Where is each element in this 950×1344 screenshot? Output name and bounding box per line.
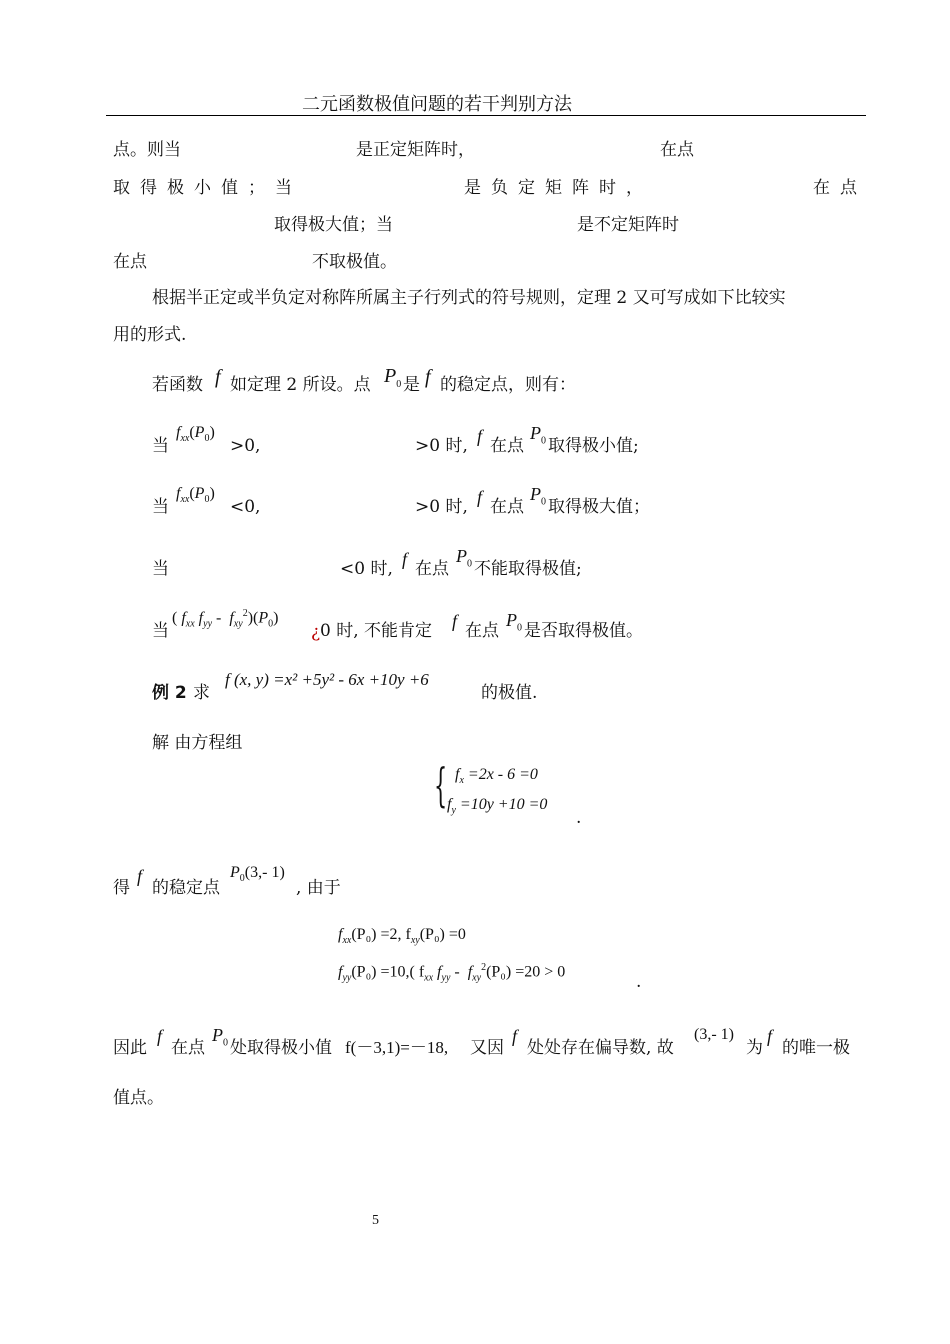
get-text-c: , 由于 xyxy=(296,878,341,898)
system-brace: { xyxy=(434,758,448,812)
example-ask: 求 xyxy=(193,683,210,703)
math-P0: $P_0$ xyxy=(456,546,472,570)
case4-unknown-glyph: ¿ xyxy=(311,622,321,642)
get-text-a: 得 xyxy=(113,878,130,898)
math-f: f xyxy=(477,487,483,507)
end-text-e: 又因 xyxy=(470,1038,504,1058)
text-line-3b: 是不定矩阵时 xyxy=(577,215,679,235)
case3-result: 不能取得极值; xyxy=(474,559,582,579)
math-f: f xyxy=(477,426,483,446)
case1-gt0-when: >0 时, xyxy=(415,436,468,456)
stationary-point: $P_0(3,-$ 1) xyxy=(230,864,285,885)
math-f: f xyxy=(402,549,408,569)
derivs-line-2: $f_{yy}(P_0) =10$,( $f_{xx}$ $f_{yy} - f_{xy}^2(P_0) =20 > 0$ xyxy=(338,962,566,984)
case4-result: 是否取得极值。 xyxy=(524,621,643,641)
end-text-f: 处处存在偏导数, 故 xyxy=(527,1038,674,1058)
text-line-1b: 是正定矩阵时， xyxy=(356,140,475,160)
statement-text-b: 如定理 2 所设。点 xyxy=(230,375,371,395)
end-text-g: 为 xyxy=(746,1038,763,1058)
statement-text-c: 是 xyxy=(403,375,420,395)
system-eq-fx: $f_x =2x - 6 =0$ xyxy=(455,766,538,787)
text-line-2c: 在点 xyxy=(813,178,867,198)
case4-when: 当 xyxy=(152,621,169,641)
end-min-value: f(－3,1)=－18, xyxy=(345,1038,449,1057)
math-P0: $P_0$ xyxy=(212,1025,228,1049)
math-f: f xyxy=(157,1026,163,1046)
math-f: f xyxy=(137,866,143,886)
case2-at-point: 在点 xyxy=(490,497,524,517)
example-label: 例 2 xyxy=(152,683,187,703)
paragraph-line-1: 根据半正定或半负定对称阵所属主子行列式的符号规则，定理 2 又可写成如下比较实 xyxy=(152,288,786,308)
case2-fxx: $f_{xx}(P_0)$ xyxy=(176,485,215,506)
statement-text-a: 若函数 xyxy=(152,375,203,395)
case3-when: 当 xyxy=(152,559,169,579)
case1-when: 当 xyxy=(152,436,169,456)
end-point: (3,- 1) xyxy=(694,1026,734,1043)
text-line-2a: 取得极小值；当 xyxy=(113,178,302,198)
case1-gt0: >0, xyxy=(230,436,261,456)
statement-text-d: 的稳定点，则有： xyxy=(440,375,576,395)
case2-result: 取得极大值； xyxy=(548,497,650,517)
derivs-period: . xyxy=(636,972,642,992)
paragraph-line-2: 用的形式. xyxy=(113,325,187,345)
derivs-line-1: $f_{xx}(P_0) =2$, $f_{xy}(P_0) =0$ xyxy=(338,926,466,947)
math-P0: $P_0$ xyxy=(530,484,546,508)
case4-discriminant: ( $f_{xx}$ $f_{yy} - f_{xy}^2)(P_0)$ xyxy=(172,608,279,630)
page-header-title: 二元函数极值问题的若干判别方法 xyxy=(302,94,572,115)
case4-at-point: 在点 xyxy=(465,621,499,641)
case2-gt0-when: >0 时, xyxy=(415,497,468,517)
text-line-4a: 在点 xyxy=(113,252,147,272)
end-text-b: 在点 xyxy=(171,1038,205,1058)
case1-fxx: $f_{xx}(P_0)$ xyxy=(176,424,215,445)
case2-when: 当 xyxy=(152,497,169,517)
math-f: f xyxy=(452,611,458,631)
example-expression: f (x, y) =x² +5y² - 6x +10y +6 xyxy=(225,670,429,689)
end-text-line-2: 值点。 xyxy=(113,1088,164,1108)
example-tail: 的极值. xyxy=(481,683,538,703)
case4-tail: 0 时, 不能肯定 xyxy=(320,621,433,641)
case3-lt0-when: <0 时, xyxy=(340,559,393,579)
text-line-1c: 在点 xyxy=(660,140,694,160)
math-f: f xyxy=(425,366,431,388)
math-P0: $P_0$ xyxy=(384,365,402,390)
case3-at-point: 在点 xyxy=(415,559,449,579)
header-rule xyxy=(106,115,866,116)
math-f: f xyxy=(512,1026,518,1046)
math-f: f xyxy=(215,366,221,388)
system-period: . xyxy=(576,808,582,828)
math-f: f xyxy=(767,1026,773,1046)
text-line-4b: 不取极值。 xyxy=(312,252,397,272)
math-P0: $P_0$ xyxy=(530,423,546,447)
text-line-2b: 是负定矩阵时， xyxy=(464,178,653,198)
page-number: 5 xyxy=(372,1213,379,1228)
case1-at-point: 在点 xyxy=(490,436,524,456)
get-text-b: 的稳定点 xyxy=(152,878,220,898)
text-line-3a: 取得极大值；当 xyxy=(274,215,393,235)
end-text-a: 因此 xyxy=(113,1038,147,1058)
case2-lt0: <0, xyxy=(230,497,261,517)
case1-result: 取得极小值; xyxy=(548,436,639,456)
system-eq-fy: $f_y =10y +10 =0$ xyxy=(447,796,548,817)
end-text-c: 处取得极小值 xyxy=(230,1038,332,1058)
text-line-1a: 点。则当 xyxy=(113,140,181,160)
end-text-h: 的唯一极 xyxy=(782,1038,850,1058)
math-P0: $P_0$ xyxy=(506,610,522,634)
solution-intro: 解 由方程组 xyxy=(152,733,243,753)
